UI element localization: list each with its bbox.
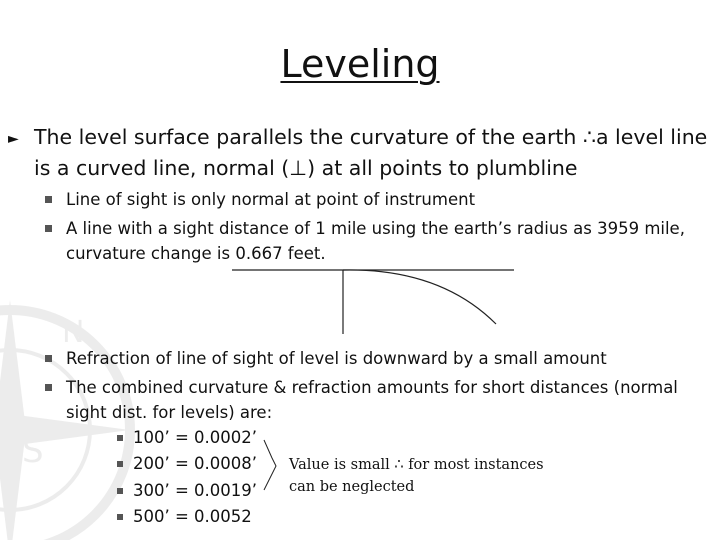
level-curve	[343, 270, 496, 324]
slide-title: Leveling	[280, 42, 440, 86]
svg-text:S: S	[22, 431, 44, 471]
square-bullet-icon	[117, 435, 123, 441]
main-point-text: The level surface parallels the curvature of the earth ∴a level line is a curved line, normal (⊥) at all points to plumbline	[34, 125, 708, 180]
square-bullet-icon	[45, 225, 52, 232]
sub-point-text: Refraction of line of sight of level is downward by a small amount	[66, 349, 607, 368]
value-item-text: 100’ = 0.0002’	[133, 428, 258, 447]
sub-point-text: Line of sight is only normal at point of instrument	[66, 190, 476, 209]
value-item-text: 500’ = 0.0052	[133, 507, 252, 526]
sub-point-text: The combined curvature & refraction amounts for short distances (normal sight dist. for levels) are:	[66, 378, 678, 422]
note-line: can be neglected	[289, 479, 415, 495]
square-bullet-icon	[117, 488, 123, 494]
value-item-text: 300’ = 0.0019’	[133, 481, 258, 500]
square-bullet-icon	[45, 355, 52, 362]
note-line: Value is small ∴ for most instances	[289, 457, 544, 473]
square-bullet-icon	[117, 514, 123, 520]
neglect-note	[289, 454, 544, 498]
sub-point-text: A line with a sight distance of 1 mile using the earth’s radius as 3959 mile, curvature change is 0.667 feet.	[66, 219, 685, 263]
grouping-brace	[264, 440, 276, 490]
value-item-text: 200’ = 0.0008’	[133, 454, 258, 473]
square-bullet-icon	[45, 384, 52, 391]
svg-text:N: N	[62, 315, 85, 350]
square-bullet-icon	[117, 461, 123, 467]
square-bullet-icon	[45, 196, 52, 203]
main-bullet-arrow-icon: ►	[8, 131, 19, 147]
